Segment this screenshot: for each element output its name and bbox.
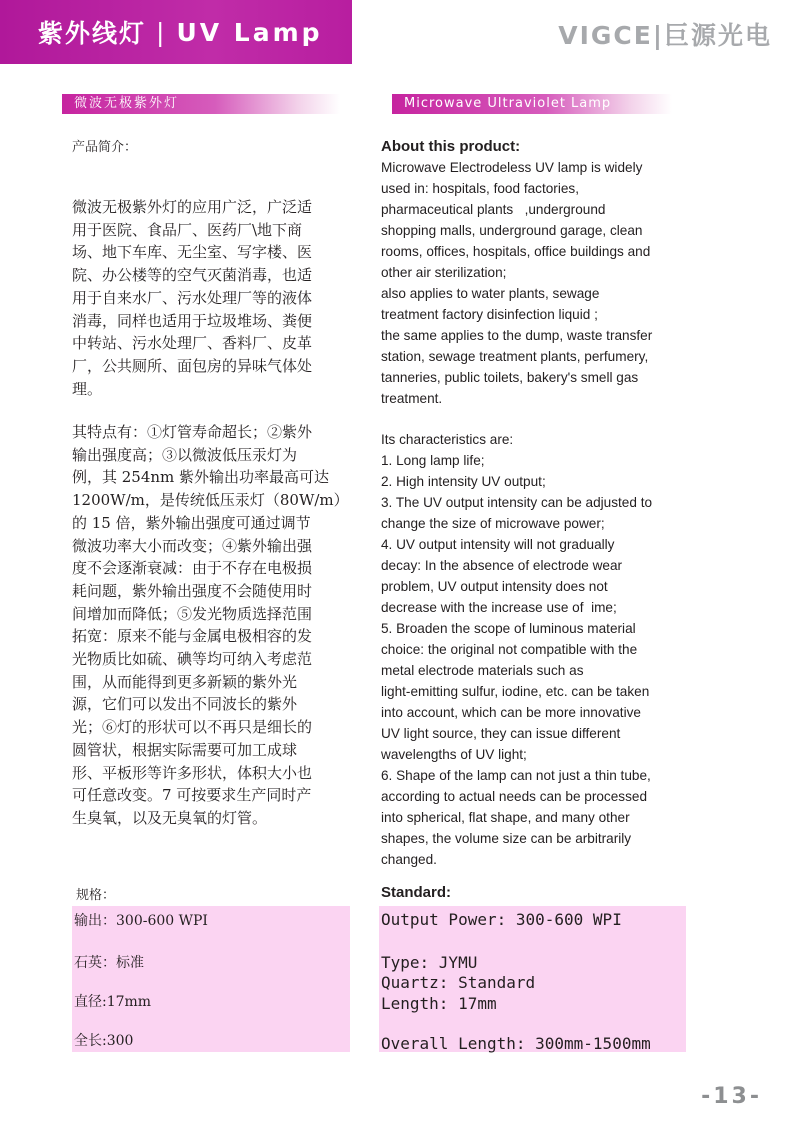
text-line: 圆管状，根据实际需要可加工成球 bbox=[72, 740, 298, 759]
text-line: change the size of microwave power; bbox=[381, 516, 605, 531]
spec-label-en: Standard: bbox=[381, 884, 452, 901]
text-line: problem, UV output intensity does not bbox=[381, 579, 608, 594]
text-line: 耗问题，紫外输出强度不会随使用时 bbox=[72, 581, 313, 600]
text-line: changed. bbox=[381, 852, 437, 867]
text-line: decrease with the increase use of ime; bbox=[381, 600, 617, 615]
section-title-en: Microwave Ultraviolet Lamp bbox=[392, 94, 672, 114]
spec-length-cn: 全长:300 bbox=[74, 1033, 134, 1049]
text-line: the same applies to the dump, waste transfer bbox=[381, 328, 653, 343]
text-line: metal electrode materials such as bbox=[381, 663, 584, 678]
about-title-en: About this product: bbox=[381, 138, 521, 155]
text-line: into account, which can be more innovative bbox=[381, 705, 641, 720]
text-line: 6. Shape of the lamp can not just a thin tube, bbox=[381, 768, 651, 783]
spec-overall-length-en: Overall Length: 300mm-1500mm bbox=[381, 1034, 651, 1053]
text-line: 2. High intensity UV output; bbox=[381, 474, 546, 489]
text-line: 1. Long lamp life; bbox=[381, 453, 485, 468]
text-line: wavelengths of UV light; bbox=[381, 747, 527, 762]
brand-logo: VIGCE|巨源光电 bbox=[558, 21, 772, 50]
text-line: 1200W/m，是传统低压汞灯（80W/m） bbox=[72, 491, 349, 510]
text-line: 院、办公楼等的空气灭菌消毒，也适 bbox=[72, 266, 313, 285]
text-line: 3. The UV output intensity can be adjusted to bbox=[381, 495, 653, 510]
header-band bbox=[0, 0, 352, 64]
text-line: 场、地下车库、无尘室、写字楼、医 bbox=[72, 243, 313, 262]
text-line: 5. Broaden the scope of luminous material bbox=[381, 621, 636, 636]
text-line: shopping malls, underground garage, clean bbox=[381, 223, 643, 238]
text-line: 光；⑥灯的形状可以不再只是细长的 bbox=[72, 718, 313, 737]
text-line: Microwave Electrodeless UV lamp is widely bbox=[381, 160, 643, 175]
text-line: treatment. bbox=[381, 391, 443, 406]
page-number: -13- bbox=[701, 1084, 762, 1109]
spec-quartz-en: Quartz: Standard bbox=[381, 973, 536, 992]
text-line: 拓宽：原来不能与金属电极相容的发 bbox=[72, 627, 313, 646]
spec-quartz-cn: 石英：标准 bbox=[74, 955, 144, 971]
section-title-cn: 微波无极紫外灯 bbox=[62, 94, 340, 114]
text-line: into spherical, flat shape, and many other bbox=[381, 810, 630, 825]
text-line: light-emitting sulfur, iodine, etc. can be taken bbox=[381, 684, 650, 699]
text-line: used in: hospitals, food factories, bbox=[381, 181, 579, 196]
text-line: 4. UV output intensity will not gradually bbox=[381, 537, 615, 552]
text-line: decay: In the absence of electrode wear bbox=[381, 558, 623, 573]
text-line: 微波无极紫外灯的应用广泛，广泛适 bbox=[72, 198, 313, 216]
text-line: 可任意改变。7 可按要求生产同时产 bbox=[72, 786, 312, 805]
text-line: 其特点有：①灯管寿命超长；②紫外 bbox=[72, 423, 313, 441]
header-title-en: UV Lamp bbox=[176, 17, 323, 47]
text-line: pharmaceutical plants ,underground bbox=[381, 202, 606, 217]
text-line: 源，它们可以发出不同波长的紫外 bbox=[72, 695, 298, 714]
spec-diameter-cn: 直径:17mm bbox=[74, 994, 152, 1010]
text-line: rooms, offices, hospitals, office buildings and bbox=[381, 244, 651, 259]
header-title-cn: 紫外线灯 bbox=[38, 19, 147, 48]
text-line: 生臭氧，以及无臭氧的灯管。 bbox=[72, 808, 268, 827]
text-line: other air sterilization; bbox=[381, 265, 507, 280]
text-line: station, sewage treatment plants, perfumery, bbox=[381, 349, 649, 364]
text-line: 微波功率大小而改变；④紫外输出强 bbox=[72, 536, 313, 555]
text-line: treatment factory disinfection liquid ; bbox=[381, 307, 598, 322]
features-cn bbox=[72, 421, 356, 830]
text-line: UV light source, they can issue different bbox=[381, 726, 621, 741]
text-line: 光物质比如硫、碘等均可纳入考虑范 bbox=[72, 650, 313, 669]
text-line: 围，从而能得到更多新颖的紫外光 bbox=[72, 672, 298, 691]
text-line: 消毒，同样也适用于垃圾堆场、粪便 bbox=[72, 311, 313, 330]
text-line: 用于医院、食品厂、医药厂\地下商 bbox=[72, 220, 303, 239]
applications-cn bbox=[72, 196, 356, 400]
spec-output-cn: 输出：300-600 WPI bbox=[74, 913, 208, 929]
text-line: shapes, the volume size can be arbitrarily bbox=[381, 831, 632, 846]
spec-label-cn: 规格： bbox=[76, 888, 116, 903]
about-en bbox=[381, 136, 696, 409]
text-line: 形、平板形等许多形状，体积大小也 bbox=[72, 763, 313, 782]
characteristics-en bbox=[381, 429, 696, 870]
text-line: 间增加而降低；⑤发光物质选择范围 bbox=[72, 604, 313, 623]
text-line: 中转站、污水处理厂、香料厂、皮革 bbox=[72, 334, 313, 353]
spec-length-en: Length: 17mm bbox=[381, 994, 497, 1013]
text-line: also applies to water plants, sewage bbox=[381, 286, 600, 301]
header-separator: | bbox=[156, 17, 167, 47]
text-line: 理。 bbox=[72, 379, 103, 398]
text-line: tanneries, public toilets, bakery's smell gas bbox=[381, 370, 639, 385]
intro-label-cn: 产品简介： bbox=[72, 140, 138, 155]
text-line: according to actual needs can be processed bbox=[381, 789, 648, 804]
text-line: 输出强度高；③以微波低压汞灯为 bbox=[72, 445, 298, 464]
spec-type-en: Type: JYMU bbox=[381, 953, 478, 972]
text-line: choice: the original not compatible with the bbox=[381, 642, 638, 657]
spec-output-en: Output Power: 300-600 WPI bbox=[381, 910, 622, 929]
text-line: Its characteristics are: bbox=[381, 432, 514, 447]
text-line: 用于自来水厂、污水处理厂等的液体 bbox=[72, 288, 313, 307]
text-line: 厂，公共厕所、面包房的异味气体处 bbox=[72, 356, 313, 375]
text-line: 的 15 倍，紫外输出强度可通过调节 bbox=[72, 513, 311, 532]
text-line: 度不会逐渐衰减：由于不存在电极损 bbox=[72, 559, 313, 578]
text-line: 例，其 254nm 紫外输出功率最高可达 bbox=[72, 468, 330, 487]
